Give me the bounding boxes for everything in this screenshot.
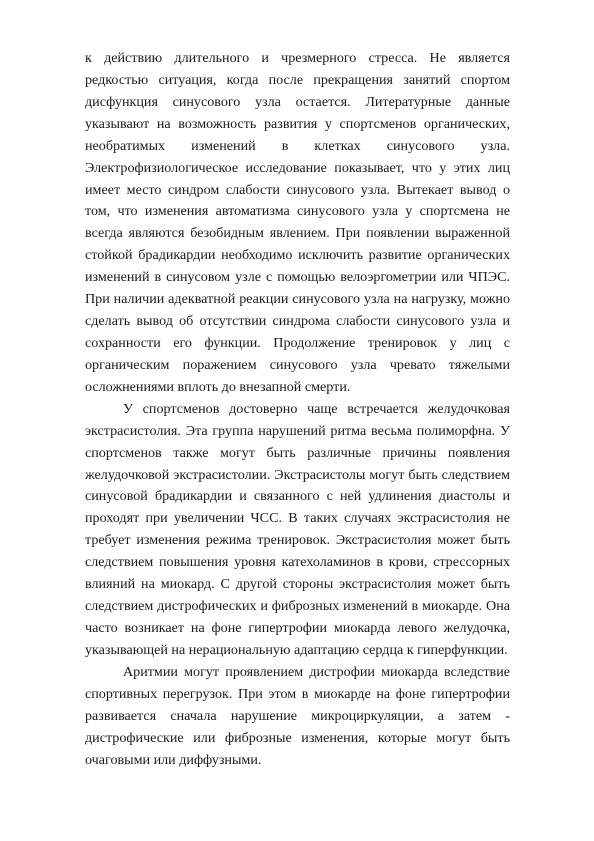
paragraph-sinus-node: к действию длительного и чрезмерного стресса. Не является редкостью ситуация, когда после прекращения занятий спортом дисфункция синусового узла остается. Литературные данные указывают на возможность развития у спортсменов органических, необратимых изменений в клетках синусового узла. Электрофизиологическое исследование показывает, что у этих лиц имеет место синдром слабости синусового узла. Вытекает вывод о том, что изменения автоматизма синусового узла у спортсмена не всегда являются безобидным явлением. При появлении выраженной стойкой брадикардии необходимо исключить развитие органических изменений в синусовом узле с помощью велоэргометрии или ЧПЭС. При наличии адекватной реакции синусового узла на нагрузку, можно сделать вывод об отсутствии синдрома слабости синусового узла и сохранности его функции. Продолжение тренировок у лиц с органическим поражением синусового узла чревато тяжелыми осложнениями вплоть до внезапной смерти. bbox=[85, 50, 510, 395]
body-text bbox=[85, 48, 510, 771]
paragraph-ventricular-extrasystole: У спортсменов достоверно чаще встречается желудочковая экстрасистолия. Эта группа нарушений ритма весьма полиморфна. У спортсменов также могут быть различные причины появления желудочковой экстрасистолии. Экстрасистолы могут быть следствием синусовой брадикардии и связанного с ней удлинения диастолы и проходят при увеличении ЧСС. В таких случаях экстрасистолия не требует изменения режима тренировок. Экстрасистолия может быть следствием повышения уровня катехоламинов в крови, стрессорных влияний на миокард. С другой стороны экстрасистолия может быть следствием дистрофических и фиброзных изменений в миокарде. Она часто возникает на фоне гипертрофии миокарда левого желудочка, указывающей на нерациональную адаптацию сердца к гиперфункции. bbox=[85, 400, 510, 658]
paragraph-arrhythmia-dystrophy: Аритмии могут проявлением дистрофии миокарда вследствие спортивных перегрузок. При этом в миокарде на фоне гипертрофии развивается сначала нарушение микроциркуляции, а затем - дистрофические или фиброзные изменения, которые могут быть очаговыми или диффузными. bbox=[85, 663, 510, 768]
